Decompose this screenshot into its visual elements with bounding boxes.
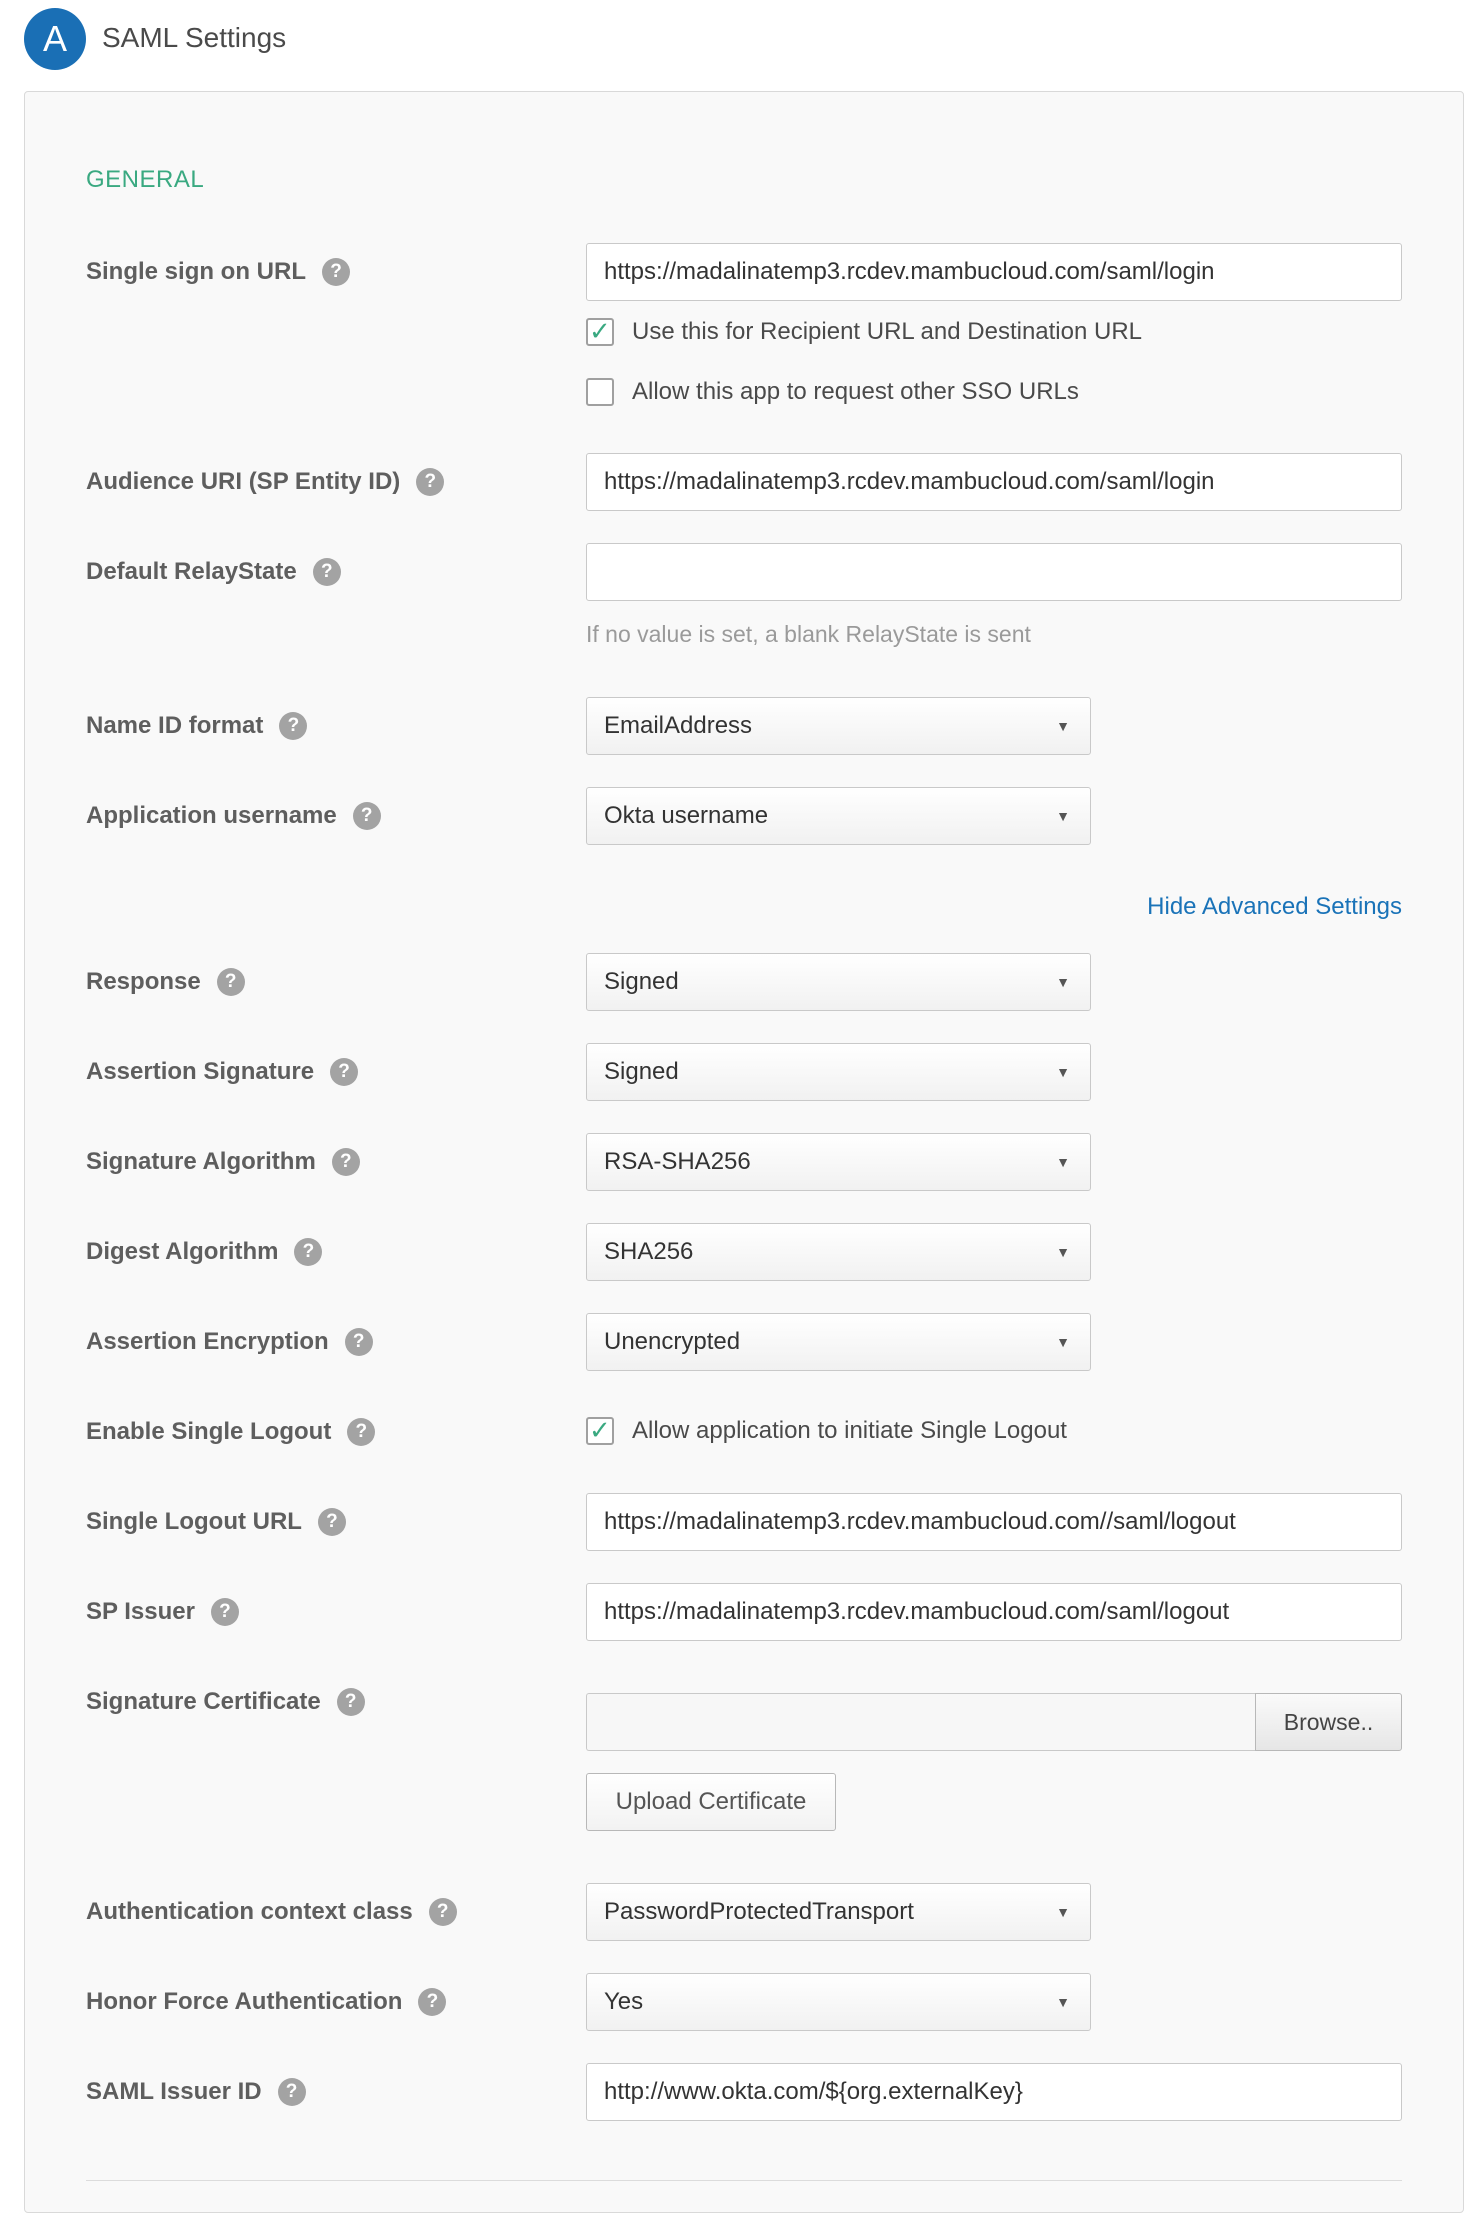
single-logout-checkbox-row[interactable] — [586, 1417, 1067, 1445]
response-select[interactable] — [586, 953, 1091, 1011]
help-icon[interactable]: ? — [294, 1238, 322, 1266]
single-logout-checkbox[interactable] — [586, 1417, 614, 1445]
caret-down-icon: ▼ — [1056, 1244, 1070, 1260]
help-icon[interactable]: ? — [332, 1148, 360, 1176]
digest-algorithm-label — [86, 1237, 322, 1267]
help-icon[interactable]: ? — [337, 1688, 365, 1716]
default-relay-state-label — [86, 557, 341, 587]
single-logout-url-input[interactable]: https://madalinatemp3.rcdev.mambucloud.com//saml/logout — [586, 1493, 1402, 1551]
check-icon: ✓ — [589, 316, 611, 346]
select-value: Yes — [604, 1988, 644, 2015]
select-value: Unencrypted — [604, 1328, 741, 1355]
help-icon[interactable]: ? — [330, 1058, 358, 1086]
application-username-select[interactable] — [586, 787, 1091, 845]
help-icon[interactable]: ? — [313, 558, 341, 586]
help-icon[interactable]: ? — [318, 1508, 346, 1536]
auth-context-class-label — [86, 1897, 457, 1927]
response-label — [86, 967, 245, 997]
select-value: EmailAddress — [604, 712, 753, 739]
label-text: SP Issuer — [86, 1598, 195, 1625]
label-text: Enable Single Logout — [86, 1418, 332, 1445]
help-icon[interactable]: ? — [211, 1598, 239, 1626]
section-title-general: GENERAL — [86, 166, 205, 193]
label-text: Single Logout URL — [86, 1508, 302, 1535]
assertion-encryption-label — [86, 1327, 373, 1357]
recipient-url-checkbox-row[interactable] — [586, 318, 1142, 346]
single-sign-on-url-label — [86, 257, 350, 287]
label-text: Signature Certificate — [86, 1688, 321, 1715]
label-text: Response — [86, 968, 201, 995]
select-value: Signed — [604, 968, 679, 995]
honor-force-auth-select[interactable] — [586, 1973, 1091, 2031]
help-icon[interactable]: ? — [345, 1328, 373, 1356]
help-icon[interactable]: ? — [278, 2078, 306, 2106]
other-sso-urls-checkbox[interactable] — [586, 378, 614, 406]
caret-down-icon: ▼ — [1056, 1904, 1070, 1920]
help-icon[interactable]: ? — [322, 258, 350, 286]
label-text: SAML Issuer ID — [86, 2078, 262, 2105]
label-text: Digest Algorithm — [86, 1238, 279, 1265]
caret-down-icon: ▼ — [1056, 974, 1070, 990]
caret-down-icon: ▼ — [1056, 718, 1070, 734]
upload-certificate-button[interactable]: Upload Certificate — [586, 1773, 836, 1831]
help-icon[interactable]: ? — [353, 802, 381, 830]
assertion-signature-label — [86, 1057, 358, 1087]
certificate-file-field[interactable] — [586, 1693, 1256, 1751]
check-icon: ✓ — [589, 1415, 611, 1445]
auth-context-class-select[interactable] — [586, 1883, 1091, 1941]
relay-state-hint: If no value is set, a blank RelayState is sent — [586, 621, 1031, 647]
select-value: SHA256 — [604, 1238, 694, 1265]
page-title: SAML Settings — [102, 22, 287, 53]
honor-force-auth-label — [86, 1987, 446, 2017]
caret-down-icon: ▼ — [1056, 1334, 1070, 1350]
select-value: Signed — [604, 1058, 679, 1085]
label-text: Name ID format — [86, 712, 264, 739]
default-relay-state-input[interactable] — [586, 543, 1402, 601]
other-sso-urls-checkbox-row[interactable] — [586, 378, 1079, 406]
application-username-label — [86, 801, 381, 831]
name-id-format-select[interactable] — [586, 697, 1091, 755]
enable-single-logout-label — [86, 1417, 375, 1447]
audience-uri-input[interactable]: https://madalinatemp3.rcdev.mambucloud.com/saml/login — [586, 453, 1402, 511]
label-text: Honor Force Authentication — [86, 1988, 403, 2015]
label-text: Signature Algorithm — [86, 1148, 316, 1175]
recipient-url-checkbox-label: Use this for Recipient URL and Destination URL — [632, 318, 1143, 345]
signature-algorithm-select[interactable] — [586, 1133, 1091, 1191]
label-text: Assertion Encryption — [86, 1328, 329, 1355]
help-icon[interactable]: ? — [279, 712, 307, 740]
help-icon[interactable]: ? — [418, 1988, 446, 2016]
label-text: Authentication context class — [86, 1898, 413, 1925]
caret-down-icon: ▼ — [1056, 808, 1070, 824]
signature-certificate-label — [86, 1687, 365, 1717]
help-icon[interactable]: ? — [217, 968, 245, 996]
label-text: Default RelayState — [86, 558, 297, 585]
page-header — [0, 0, 1484, 80]
digest-algorithm-select[interactable] — [586, 1223, 1091, 1281]
label-text: Assertion Signature — [86, 1058, 315, 1085]
signature-algorithm-label — [86, 1147, 360, 1177]
assertion-encryption-select[interactable] — [586, 1313, 1091, 1371]
saml-issuer-id-input[interactable]: http://www.okta.com/${org.externalKey} — [586, 2063, 1402, 2121]
saml-issuer-id-label — [86, 2077, 306, 2107]
recipient-url-checkbox[interactable] — [586, 318, 614, 346]
section-divider — [86, 2180, 1402, 2181]
select-value: Okta username — [604, 802, 769, 829]
caret-down-icon: ▼ — [1056, 1064, 1070, 1080]
browse-button[interactable]: Browse.. — [1255, 1693, 1402, 1751]
help-icon[interactable]: ? — [416, 468, 444, 496]
select-value: RSA-SHA256 — [604, 1148, 751, 1175]
step-indicator: A — [24, 8, 86, 70]
label-text: Single sign on URL — [86, 258, 306, 285]
caret-down-icon: ▼ — [1056, 1154, 1070, 1170]
single-sign-on-url-input[interactable]: https://madalinatemp3.rcdev.mambucloud.com/saml/login — [586, 243, 1402, 301]
label-text: Application username — [86, 802, 337, 829]
help-icon[interactable]: ? — [429, 1898, 457, 1926]
hide-advanced-settings-link[interactable]: Hide Advanced Settings — [1147, 893, 1402, 920]
single-logout-checkbox-label: Allow application to initiate Single Logout — [632, 1417, 1067, 1444]
name-id-format-label — [86, 711, 307, 741]
label-text: Audience URI (SP Entity ID) — [86, 468, 401, 495]
select-value: PasswordProtectedTransport — [604, 1898, 914, 1925]
single-logout-url-label — [86, 1507, 346, 1537]
other-sso-urls-checkbox-label: Allow this app to request other SSO URLs — [632, 378, 1079, 405]
audience-uri-label — [86, 467, 444, 497]
caret-down-icon: ▼ — [1056, 1994, 1070, 2010]
assertion-signature-select[interactable] — [586, 1043, 1091, 1101]
help-icon[interactable]: ? — [347, 1418, 375, 1446]
sp-issuer-label — [86, 1597, 239, 1627]
sp-issuer-input[interactable]: https://madalinatemp3.rcdev.mambucloud.com/saml/logout — [586, 1583, 1402, 1641]
